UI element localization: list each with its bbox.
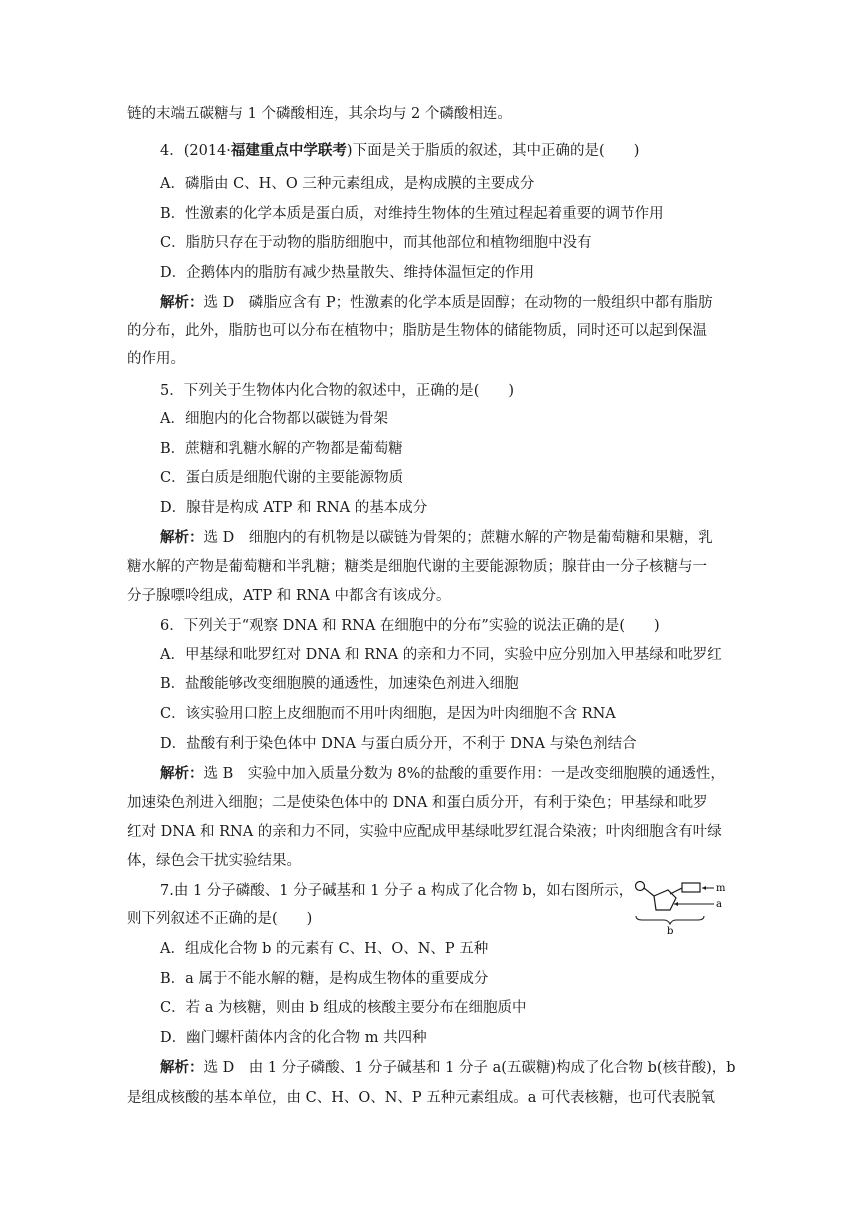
question-5-stem: 5．下列关于生物体内化合物的叙述中，正确的是( ) (160, 383, 515, 399)
question-7-option-a: A．组成化合物 b 的元素有 C、H、O、N、P 五种 (160, 941, 489, 957)
question-5-analysis-line-3: 分子腺嘌呤组成，ATP 和 RNA 中都含有该成分。 (127, 588, 451, 604)
question-7-analysis-line-2: 是组成核酸的基本单位，由 C、H、O、N、P 五种元素组成。a 可代表核糖，也可代表脱氧 (127, 1090, 716, 1106)
question-7-stem-line-1: 7.由 1 分子磷酸、1 分子碱基和 1 分子 a 构成了化合物 b，如右图所示， (160, 883, 634, 899)
question-7-option-c: C．若 a 为核糖，则由 b 组成的核酸主要分布在细胞质中 (160, 1000, 527, 1016)
phosphate-bond (644, 888, 654, 896)
question-5-analysis-line-2: 糖水解的产物是葡萄糖和半乳糖；糖类是细胞代谢的主要能源物质；腺苷由一分子核糖与一 (127, 559, 707, 575)
question-4-option-c: C．脂肪只存在于动物的脂肪细胞中，而其他部位和植物细胞中没有 (160, 235, 592, 251)
base-rect (682, 883, 700, 892)
question-5-analysis-line-1: 解析：选 D 细胞内的有机物是以碳链为骨架的；蔗糖水解的产物是葡萄糖和果糖，乳 (160, 529, 713, 546)
question-4-source: 福建重点中学联考 (230, 143, 347, 159)
question-7-analysis-line-1: 解析：选 D 由 1 分子磷酸、1 分子碱基和 1 分子 a(五碳糖)构成了化合物 b(核苷酸)，b (160, 1059, 736, 1076)
label-m: m (716, 883, 726, 894)
analysis-label: 解析： (160, 294, 204, 311)
question-5-option-c: C．蛋白质是细胞代谢的主要能源物质 (160, 470, 404, 486)
arrow-m-head (702, 886, 706, 890)
phosphate-circle (636, 882, 645, 891)
question-6-option-c: C．该实验用口腔上皮细胞而不用叶肉细胞，是因为叶肉细胞不含 RNA (160, 706, 616, 722)
analysis-label: 解析： (160, 529, 204, 546)
question-4-analysis-line-2: 的分布，此外，脂肪也可以分布在植物中；脂肪是生物体的储能物质，同时还可以起到保温 (127, 323, 707, 339)
question-6-analysis-line-2: 加速染色剂进入细胞；二是使染色体中的 DNA 和蛋白质分开，有利于染色；甲基绿和吡罗 (127, 795, 708, 811)
question-4-option-d: D．企鹅体内的脂肪有减少热量散失、维持体温恒定的作用 (160, 265, 535, 281)
base-bond (670, 888, 682, 894)
brace-b (636, 916, 704, 924)
question-5-option-a: A．细胞内的化合物都以碳链为骨架 (160, 411, 388, 427)
question-4-option-a: A．磷脂由 C、H、O 三种元素组成，是构成膜的主要成分 (160, 176, 535, 192)
question-4-analysis-line-1: 解析：选 D 磷脂应含有 P；性激素的化学本质是固醇；在动物的一般组织中都有脂肪 (160, 294, 713, 311)
arrow-a-head (674, 902, 678, 906)
question-6-analysis-line-3: 红对 DNA 和 RNA 的亲和力不同，实验中应配成甲基绿吡罗红混合染液；叶肉细胞含有叶绿 (127, 824, 722, 840)
label-b: b (667, 926, 674, 936)
question-6-option-b: B．盐酸能够改变细胞膜的通透性，加速染色剂进入细胞 (160, 676, 519, 692)
nucleotide-diagram (632, 876, 728, 936)
question-7-stem-line-2: 则下列叙述不正确的是( ) (127, 911, 313, 927)
question-7-option-d: D．幽门螺杆菌体内含的化合物 m 共四种 (160, 1030, 427, 1046)
question-4-analysis-line-3: 的作用。 (127, 351, 185, 367)
question-5-option-b: B．蔗糖和乳糖水解的产物都是葡萄糖 (160, 441, 403, 457)
question-6-option-d: D．盐酸有利于染色体中 DNA 与蛋白质分开，不利于 DNA 与染色剂结合 (160, 736, 637, 752)
question-4-text: )下面是关于脂质的叙述，其中正确的是( ) (346, 143, 640, 159)
question-6-analysis-line-4: 体，绿色会干扰实验结果。 (127, 853, 301, 869)
question-6-stem: 6．下列关于“观察 DNA 和 RNA 在细胞中的分布”实验的说法正确的是( ) (160, 618, 660, 634)
question-4-number: 4．(2014· (160, 143, 231, 159)
analysis-label: 解析： (160, 765, 204, 782)
question-5-option-d: D．腺苷是构成 ATP 和 RNA 的基本成分 (160, 500, 428, 516)
analysis-label: 解析： (160, 1059, 204, 1076)
question-6-option-a: A．甲基绿和吡罗红对 DNA 和 RNA 的亲和力不同，实验中应分别加入甲基绿和吡罗红 (160, 647, 722, 663)
question-7-option-b: B．a 属于不能水解的糖，是构成生物体的重要成分 (160, 971, 489, 987)
question-6-analysis-line-1: 解析：选 B 实验中加入质量分数为 8%的盐酸的重要作用：一是改变细胞膜的通透性， (160, 765, 725, 782)
label-a: a (716, 899, 722, 910)
continuation-text: 链的末端五碳糖与 1 个磷酸相连，其余均与 2 个磷酸相连。 (127, 106, 512, 122)
question-4-option-b: B．性激素的化学本质是蛋白质，对维持生物体的生殖过程起着重要的调节作用 (160, 206, 664, 222)
question-4-stem (160, 140, 639, 162)
